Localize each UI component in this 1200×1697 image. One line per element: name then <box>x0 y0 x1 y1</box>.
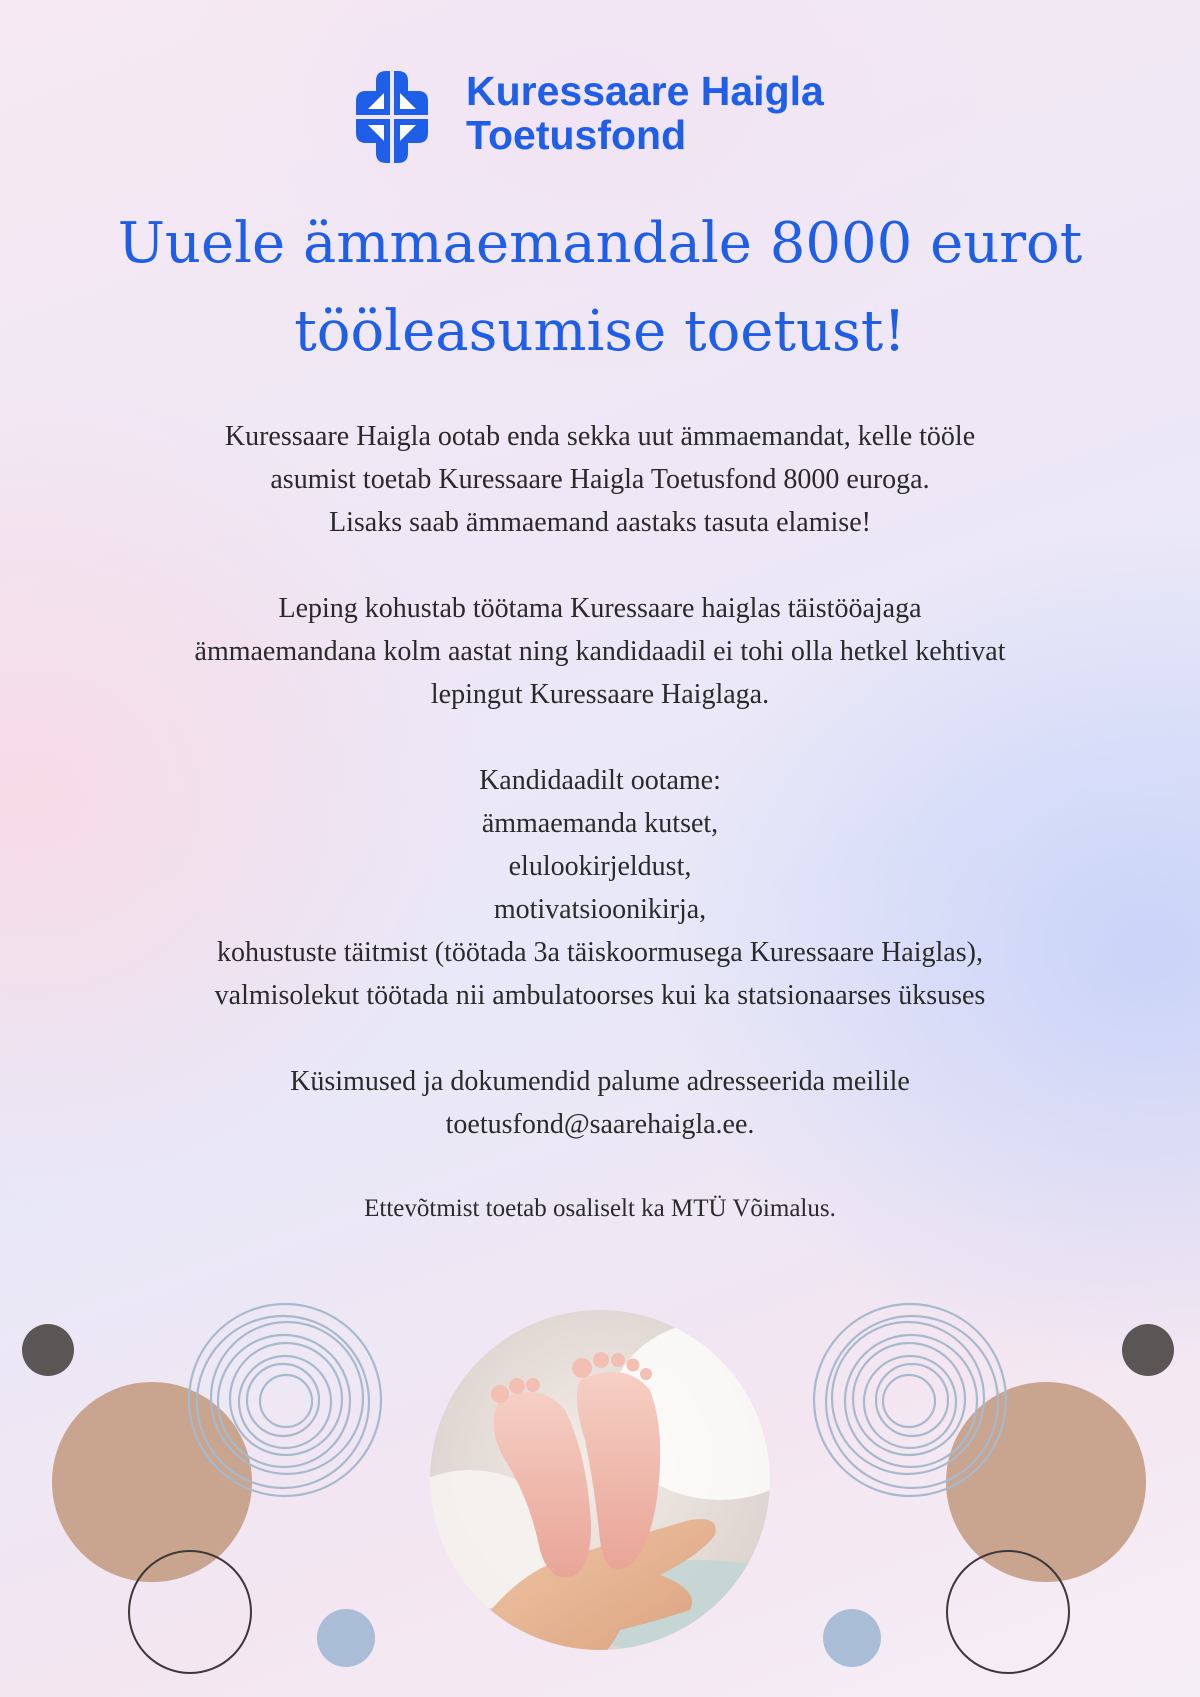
spiral-left <box>189 1304 381 1496</box>
contract-paragraph <box>60 587 1140 716</box>
blue-dot-left <box>317 1609 375 1667</box>
requirement-item: motivatsioonikirja, <box>493 894 707 925</box>
blue-dot-right <box>823 1609 881 1667</box>
text-line: ämmaemandana kolm aastat ning kandidaadil ei tohi olla hetkel kehtivat <box>194 636 1006 667</box>
brown-circle-left <box>52 1382 252 1582</box>
contact-email: toetusfond@saarehaigla.ee. <box>445 1109 755 1140</box>
contact-paragraph <box>60 1060 1140 1146</box>
spiral-right <box>814 1304 1006 1496</box>
intro-paragraph <box>60 415 1140 544</box>
title-line-2: tööleasumise toetust! <box>294 299 906 364</box>
requirement-item: kohustuste täitmist (töötada 3a täiskoormusega Kuressaare Haiglas), <box>217 937 983 968</box>
requirement-item: valmisolekut töötada nii ambulatoorses kui ka statsionaarses üksuses <box>214 980 986 1011</box>
baby-feet-photo <box>380 1300 830 1680</box>
logo-line-2: Toetusfond <box>466 112 687 158</box>
requirement-item: elulookirjeldust, <box>508 851 692 882</box>
requirement-item: ämmaemanda kutset, <box>481 808 719 839</box>
text-line: Leping kohustab töötama Kuressaare haiglas täistööajaga <box>278 593 922 624</box>
decoration <box>0 1290 1200 1697</box>
text-line: Küsimused ja dokumendid palume adresseerida meilile <box>290 1066 910 1097</box>
page-title <box>60 200 1140 376</box>
text-line: lepingut Kuressaare Haiglaga. <box>430 679 770 710</box>
text-line: Kuressaare Haigla ootab enda sekka uut ämmaemandat, kelle tööle <box>224 421 976 452</box>
text-line: asumist toetab Kuressaare Haigla Toetusfond 8000 euroga. <box>270 464 930 495</box>
footnote: Ettevõtmist toetab osaliselt ka MTÜ Võimalus. <box>364 1195 836 1222</box>
body-text <box>60 415 1140 1146</box>
requirements-title: Kandidaadilt ootame: <box>479 765 721 796</box>
logo <box>338 63 858 171</box>
cross-logo-icon <box>338 63 446 171</box>
dark-dot-right <box>1122 1324 1174 1376</box>
logo-wordmark <box>466 69 824 157</box>
logo-line-1: Kuressaare Haigla <box>466 68 824 114</box>
text-line: Lisaks saab ämmaemand aastaks tasuta elamise! <box>329 507 871 538</box>
title-line-1: Uuele ämmaemandale 8000 eurot <box>117 211 1083 276</box>
dark-dot-left <box>22 1324 74 1376</box>
requirements-section <box>60 759 1140 1017</box>
